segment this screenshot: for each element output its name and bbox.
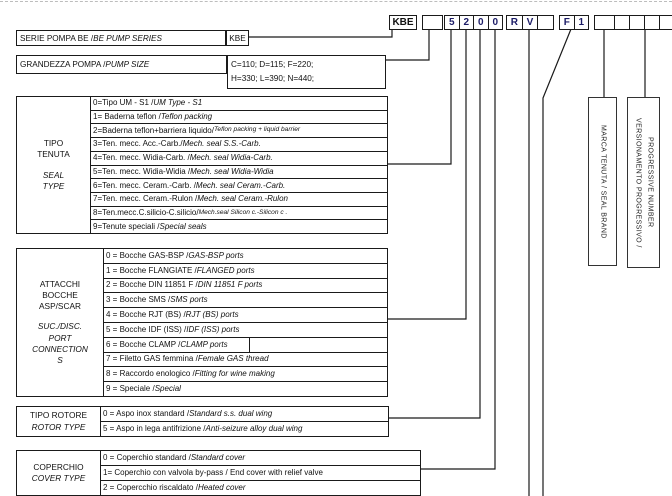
table-row: 3 = Bocche SMS / SMS ports: [104, 293, 387, 308]
code-cell-rv-extra: [538, 16, 553, 29]
size-label: GRANDEZZA POMPA / PUMP SIZE: [16, 55, 227, 74]
series-value: KBE: [226, 30, 249, 46]
table-row: 6 = Bocche CLAMP / CLAMP ports: [104, 338, 387, 353]
cover-type-table: [16, 450, 421, 496]
rotor-type-title: TIPO ROTORE ROTOR TYPE: [17, 407, 101, 436]
table-row: 3=Ten. mecc. Acc.-Carb./ Mech. seal S.S.-Carb.: [91, 138, 387, 152]
port-connections-title: ATTACCHI BOCCHE ASP/SCAR SUC./DISC. PORT CONNECTION S: [17, 249, 104, 396]
code-cell-prog-2: [630, 16, 645, 29]
code-cell-prog-4: [660, 16, 672, 29]
size-values: [227, 55, 386, 89]
code-cell-prog-3: [645, 16, 660, 29]
code-cell-series: KBE: [392, 16, 414, 28]
seal-type-title: TIPO TENUTA SEAL TYPE: [17, 97, 91, 233]
size-values-line1: C=110; D=115; F=220;: [231, 60, 314, 69]
code-cell-rotor: 0: [474, 16, 489, 29]
table-row: 8 = Raccordo enologico / Fitting for wine making: [104, 367, 387, 382]
code-box-rv: [506, 15, 554, 30]
table-row: 2 = Bocche DIN 11851 F / DIN 11851 F ports: [104, 279, 387, 294]
table-row: 4 = Bocche RJT (BS) / RJT (BS) ports: [104, 308, 387, 323]
table-row: 0 = Coperchio standard / Standard cover: [101, 451, 420, 466]
code-box-progressive: [614, 15, 672, 30]
code-box-series: [389, 15, 417, 30]
code-box-config: [444, 15, 503, 30]
code-cell-size: [423, 16, 442, 29]
table-row: 8=Ten.mecc.C.silicio-C.silicio/ Mech.seal Silicon c.-Silicon c .: [91, 207, 387, 221]
seal-type-table: [16, 96, 388, 234]
table-row: 0=Tipo UM - S1 / UM Type - S1: [91, 97, 387, 111]
code-cell-prog-1: [615, 16, 630, 29]
table-row: 1= Coperchio con valvola by-pass / End cover with relief valve: [101, 466, 420, 481]
code-cell-brand: [595, 16, 616, 29]
code-cell-seal: 5: [445, 16, 460, 29]
table-row: 1= Baderna teflon / Teflon packing: [91, 111, 387, 125]
table-row: 0 = Bocche GAS-BSP / GAS-BSP ports: [104, 249, 387, 264]
code-box-f1: [559, 15, 589, 30]
table-row: 0 = Aspo inox standard / Standard s.s. dual wing: [101, 407, 388, 422]
table-row: 1 = Bocche FLANGIATE / FLANGED ports: [104, 264, 387, 279]
table-row: 7 = Filetto GAS femmina / Female GAS thread: [104, 353, 387, 368]
table-row: 9 = Speciale / Special: [106, 384, 181, 394]
table-row: 7=Ten. mecc. Ceram.-Rulon / Mech. seal Ceram.-Rulon: [91, 193, 387, 207]
table-row: 2 = Copercchio riscaldato / Heated cover: [103, 483, 246, 492]
table-row: 5 = Bocche IDF (ISS) / IDF (ISS) ports: [104, 323, 387, 338]
seal-brand-label: MARCA TENUTA / SEAL BRAND: [599, 124, 607, 239]
seal-brand-box: [588, 97, 617, 266]
table-row: 4=Ten. mecc. Widia-Carb. / Mech. seal Widia-Carb.: [91, 152, 387, 166]
code-cell-1: 1: [578, 16, 585, 28]
table-row: 5=Ten. mecc. Widia-Widia / Mech. seal Widia-Widia: [91, 166, 387, 180]
table-row: 5 = Aspo in lega antifrizione / Anti-seizure alloy dual wing: [103, 424, 303, 433]
code-cell-r: R: [507, 16, 523, 29]
table-row: 6=Ten. mecc. Ceram.-Carb. / Mech. seal Ceram.-Carb.: [91, 179, 387, 193]
cover-type-title: COPERCHIO COVER TYPE: [17, 451, 101, 495]
code-cell-f: F: [560, 16, 575, 29]
code-cell-v: V: [523, 16, 539, 29]
table-row: 2=Baderna teflon+barriera liquido/ Teflon packing + liquid barrier: [91, 124, 387, 138]
code-box-size: [422, 15, 443, 30]
code-cell-ports: 2: [460, 16, 475, 29]
size-values-line2: H=330; L=390; N=440;: [231, 74, 315, 83]
code-cell-cover: 0: [492, 16, 499, 28]
port-connections-table: [16, 248, 388, 397]
progressive-number-label: VERSIONAMENTO PROGRESSIVO / PROGRESSIVE NUMBER: [634, 117, 654, 248]
row-inner-divider: [249, 338, 250, 352]
progressive-number-box: [627, 97, 660, 268]
table-row: 9=Tenute speciali / Special seals: [93, 221, 207, 231]
series-label: SERIE POMPA BE / BE PUMP SERIES: [16, 30, 226, 46]
rotor-type-table: [16, 406, 389, 437]
